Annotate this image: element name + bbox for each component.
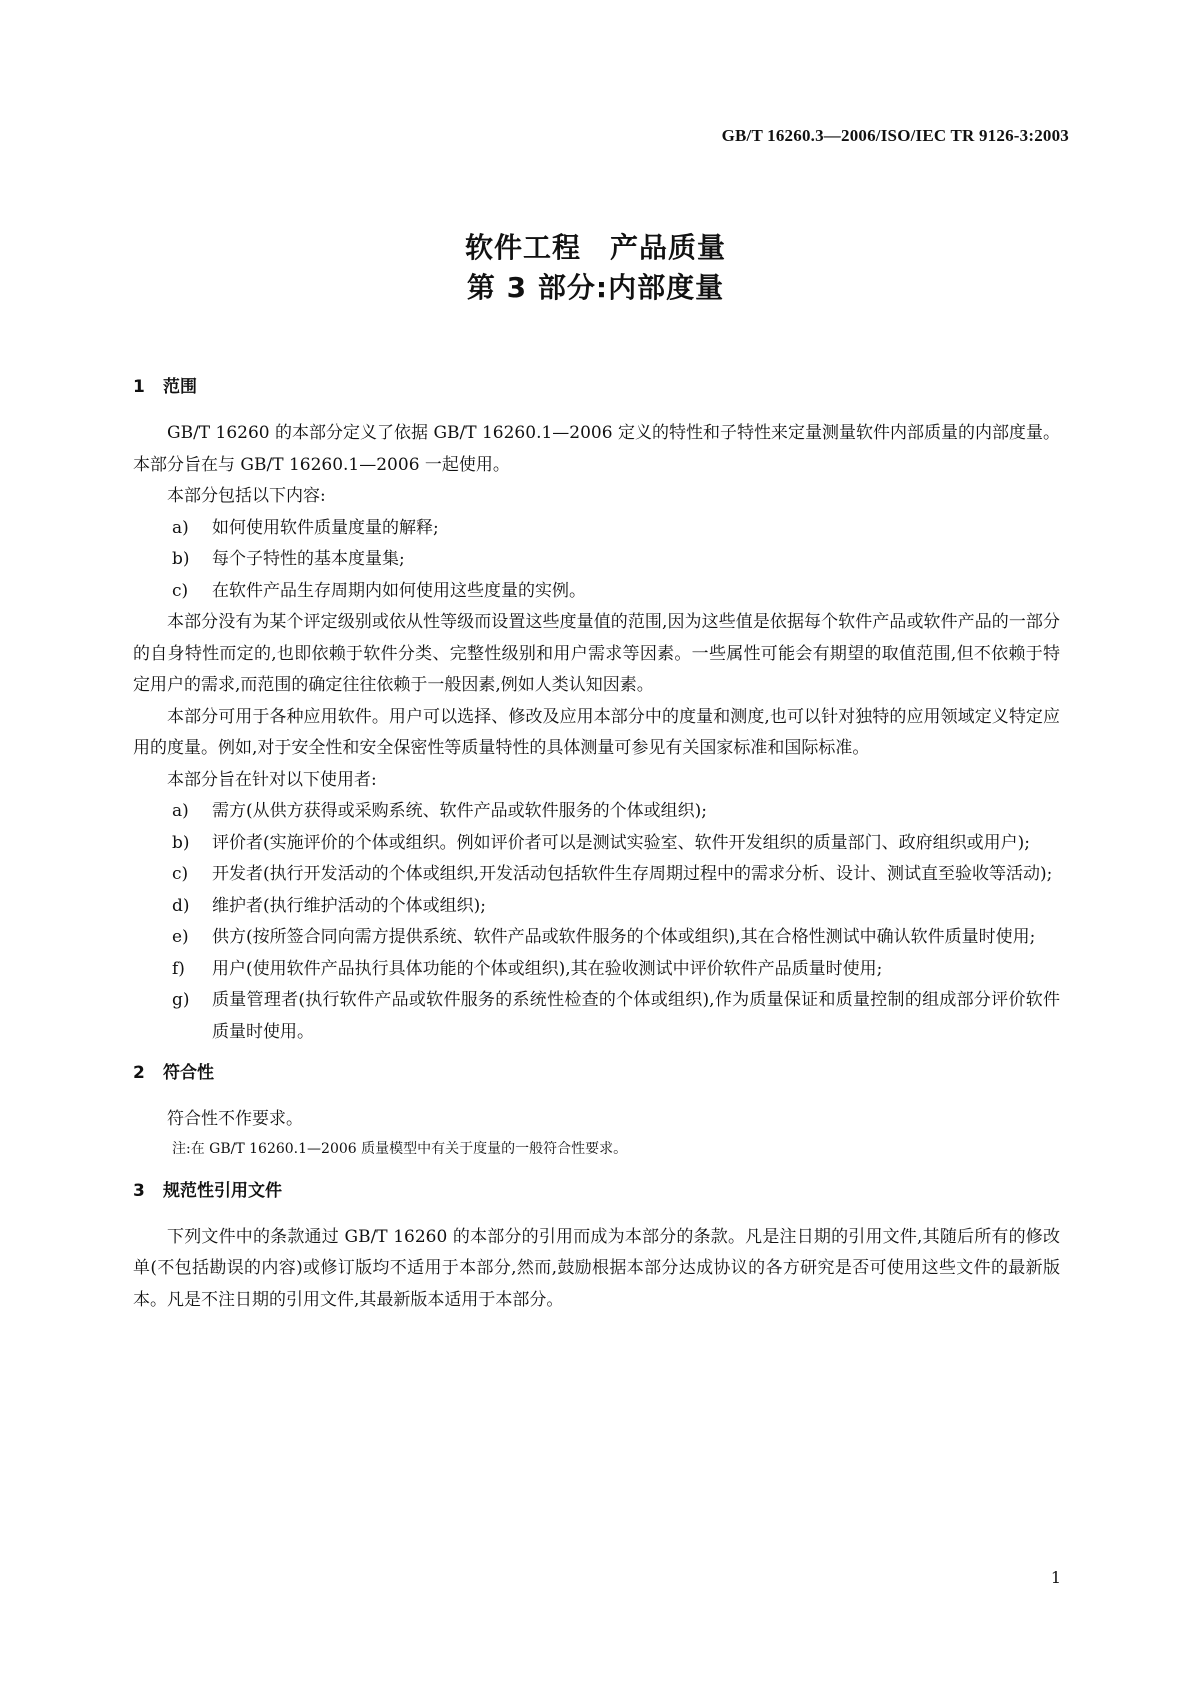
list-text: 用户(使用软件产品执行具体功能的个体或组织),其在验收测试中评价软件产品质量时使用;	[212, 958, 883, 979]
section-heading-conformance	[133, 1058, 1060, 1090]
list-item	[133, 796, 1060, 828]
title-line-1: 软件工程 产品质量	[464, 231, 726, 264]
paragraph: 本部分可用于各种应用软件。用户可以选择、修改及应用本部分中的度量和测度,也可以针对独特的应用领域定义特定应用的度量。例如,对于安全性和安全保密性等质量特性的具体测量可参见有关国家标准和国际标准。	[133, 706, 1060, 758]
list-marker: g)	[172, 990, 190, 1010]
paragraph: 符合性不作要求。	[167, 1109, 303, 1129]
list-item	[133, 922, 1060, 954]
section-title: 符合性	[163, 1063, 214, 1083]
document-body	[133, 372, 1060, 1316]
list-text: 在软件产品生存周期内如何使用这些度量的实例。	[212, 580, 586, 601]
list-item	[133, 544, 1060, 576]
section-number: 1	[133, 377, 145, 397]
title-line-2: 第 3 部分:内部度量	[466, 271, 725, 304]
list-marker: c)	[172, 864, 189, 884]
list-text: 供方(按所签合同向需方提供系统、软件产品或软件服务的个体或组织),其在合格性测试中确认软件质量时使用;	[212, 927, 1036, 947]
section-number: 3	[133, 1180, 145, 1201]
section-heading-normative-references	[133, 1176, 1060, 1208]
list-text: 开发者(执行开发活动的个体或组织,开发活动包括软件生存周期过程中的需求分析、设计、测试直至验收等活动);	[212, 864, 1053, 884]
section-title: 规范性引用文件	[163, 1180, 282, 1201]
document-title	[0, 228, 1191, 308]
list-marker: e)	[172, 927, 189, 947]
list-item	[133, 828, 1060, 860]
list-item	[133, 954, 1060, 986]
paragraph: 本部分旨在针对以下使用者:	[167, 769, 377, 790]
list-marker: b)	[172, 832, 190, 853]
list-marker: d)	[172, 895, 190, 916]
standard-code-header: GB/T 16260.3—2006/ISO/IEC TR 9126-3:2003	[721, 126, 1069, 145]
list-item	[133, 513, 1060, 545]
list-marker: f)	[172, 958, 185, 979]
paragraph: GB/T 16260 的本部分定义了依据 GB/T 16260.1—2006 定义的特性和子特性来定量测量软件内部质量的内部度量。本部分旨在与 GB/T 16260.1—2006 一起使用。	[133, 423, 1060, 475]
list-text: 评价者(实施评价的个体或组织。例如评价者可以是测试实验室、软件开发组织的质量部门、政府组织或用户);	[212, 832, 1030, 853]
list-item	[133, 985, 1060, 1048]
list-marker: a)	[172, 801, 189, 821]
section-heading-scope	[133, 372, 1060, 404]
list-marker: b)	[172, 549, 190, 569]
list-item	[133, 891, 1060, 923]
list-text: 维护者(执行维护活动的个体或组织);	[212, 895, 486, 916]
section-title: 范围	[163, 377, 197, 397]
list-text: 每个子特性的基本度量集;	[212, 549, 405, 569]
page-number: 1	[1050, 1568, 1061, 1587]
list-marker: c)	[172, 580, 189, 601]
list-item	[133, 859, 1060, 891]
list-item	[133, 576, 1060, 608]
list-text: 如何使用软件质量度量的解释;	[212, 517, 439, 538]
list-text: 需方(从供方获得或采购系统、软件产品或软件服务的个体或组织);	[212, 801, 707, 821]
section-number: 2	[133, 1063, 145, 1083]
paragraph: 本部分没有为某个评定级别或依从性等级而设置这些度量值的范围,因为这些值是依据每个软件产品或软件产品的一部分的自身特性而定的,也即依赖于软件分类、完整性级别和用户需求等因素。一些属性可能会有期望的取值范围,但不依赖于特定用户的需求,而范围的确定往往依赖于一般因素,例如人类认知因素。	[133, 612, 1060, 695]
list-marker: a)	[172, 517, 189, 538]
list-text: 质量管理者(执行软件产品或软件服务的系统性检查的个体或组织),作为质量保证和质量控制的组成部分评价软件质量时使用。	[212, 990, 1060, 1042]
paragraph: 本部分包括以下内容:	[167, 486, 326, 506]
note: 注:在 GB/T 16260.1—2006 质量模型中有关于度量的一般符合性要求。	[172, 1140, 628, 1157]
paragraph: 下列文件中的条款通过 GB/T 16260 的本部分的引用而成为本部分的条款。凡是注日期的引用文件,其随后所有的修改单(不包括勘误的内容)或修订版均不适用于本部分,然而,鼓励根据本部分达成协议的各方研究是否可使用这些文件的最新版本。凡是不注日期的引用文件,其最新版本适用于本部分。	[133, 1226, 1060, 1310]
